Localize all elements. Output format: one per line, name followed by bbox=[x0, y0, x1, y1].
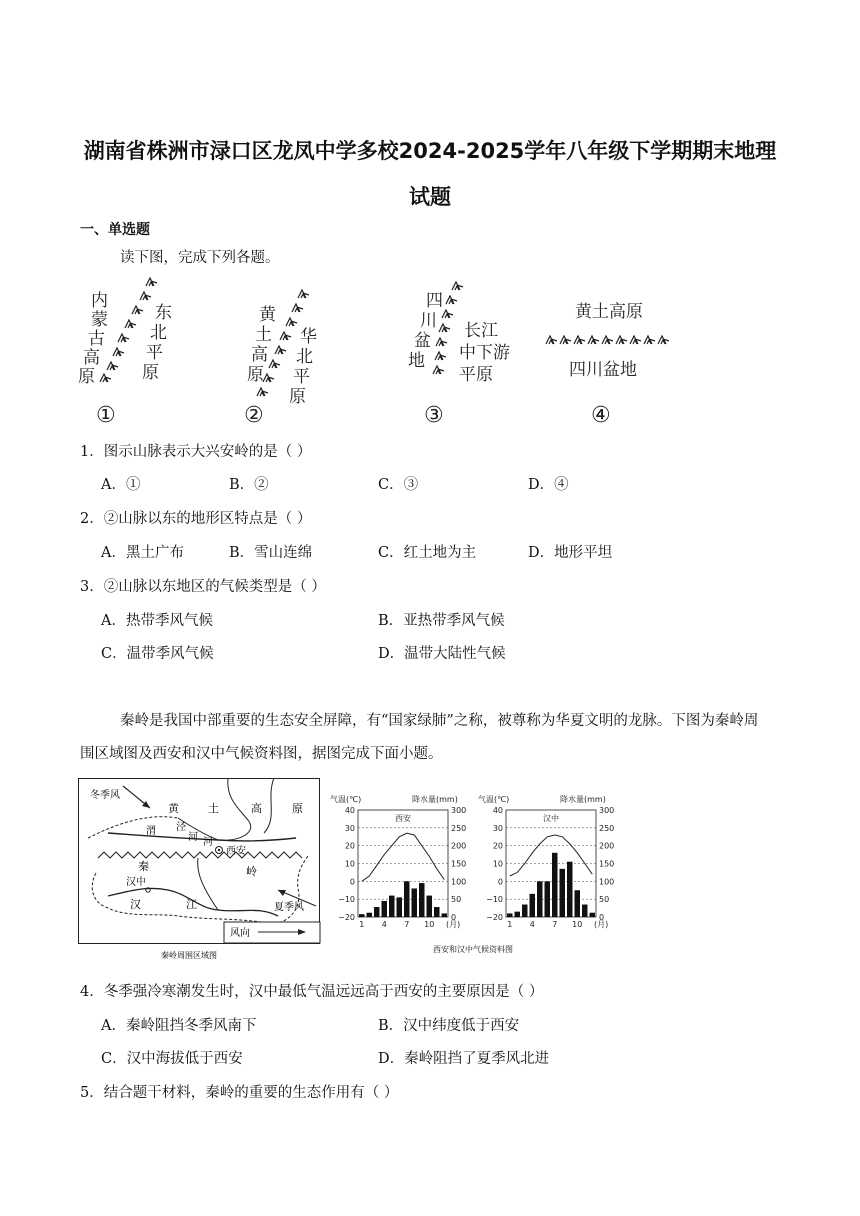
chart-0-precip-bar bbox=[389, 896, 395, 917]
map-qin: 秦 bbox=[138, 860, 149, 873]
panel-1-left-label bbox=[78, 291, 108, 387]
intro-text-2-line1: 秦岭是我国中部重要的生态安全屏障，有“国家绿肺”之称，被尊称为华夏文明的龙脉。下图为秦岭周 bbox=[120, 713, 759, 729]
panel-2 bbox=[244, 290, 317, 428]
chart-1-ytick-left: 30 bbox=[492, 823, 503, 833]
chart-0-ylabel-right: 降水量(mm) bbox=[412, 795, 458, 804]
svg-text:古: 古 bbox=[88, 329, 105, 349]
map-he1: 河 bbox=[188, 832, 198, 843]
map-wei: 渭 bbox=[146, 826, 156, 837]
chart-0-precip-bar bbox=[367, 913, 373, 917]
q2-option-c[interactable]: C．红土地为主 bbox=[378, 545, 477, 561]
svg-text:四: 四 bbox=[426, 291, 443, 311]
chart-1-precip-bar bbox=[545, 881, 551, 917]
summer-wind-label: 夏季风 bbox=[274, 902, 304, 913]
svg-text:土: 土 bbox=[255, 325, 272, 345]
q3-option-b[interactable]: B．亚热带季风气候 bbox=[378, 613, 505, 629]
chart-0-ytick-left: 0 bbox=[349, 877, 355, 887]
paper-title-line1: 湖南省株洲市渌口区龙凤中学多校2024-2025学年八年级下学期期末地理 bbox=[83, 139, 777, 163]
chart-0-precip-bar bbox=[412, 888, 418, 917]
panel-1 bbox=[78, 278, 172, 428]
chart-0-ylabel-left: 气温(℃) bbox=[330, 795, 362, 804]
mountain-figure bbox=[70, 272, 710, 432]
climate-charts bbox=[330, 790, 630, 960]
svg-text:原: 原 bbox=[78, 367, 95, 387]
chart-0-ytick-right: 150 bbox=[451, 859, 467, 869]
chart-0-precip-bar bbox=[427, 896, 433, 917]
q4-option-b[interactable]: B．汉中纬度低于西安 bbox=[378, 1018, 520, 1034]
svg-text:黄: 黄 bbox=[259, 305, 276, 325]
panel-3 bbox=[408, 282, 510, 428]
chart-0-precip-bar bbox=[434, 907, 440, 917]
q4-option-d[interactable]: D．秦岭阻挡了夏季风北进 bbox=[378, 1051, 550, 1067]
chart-0-ytick-left: 40 bbox=[344, 806, 355, 815]
intro-text-2-line2: 围区域图及西安和汉中气候资料图，据图完成下面小题。 bbox=[80, 746, 443, 762]
svg-text:原: 原 bbox=[142, 363, 159, 383]
winter-wind-label: 冬季风 bbox=[90, 790, 120, 801]
intro-text-1: 读下图，完成下列各题。 bbox=[120, 250, 280, 266]
chart-1-precip-bar bbox=[590, 913, 596, 917]
svg-text:地: 地 bbox=[408, 351, 425, 371]
chart-1-ytick-left: 10 bbox=[492, 859, 503, 869]
svg-text:川: 川 bbox=[420, 311, 437, 331]
chart-1-ytick-left: 40 bbox=[492, 806, 503, 815]
svg-text:内: 内 bbox=[91, 291, 108, 311]
paper-title-line2: 试题 bbox=[409, 185, 451, 209]
q2-option-b[interactable]: B．雪山连绵 bbox=[229, 545, 313, 561]
chart-1-ytick-right: 200 bbox=[599, 841, 615, 851]
chart-0-ytick-left: 10 bbox=[344, 859, 355, 869]
q2-option-a[interactable]: A．黑土广布 bbox=[101, 545, 184, 561]
chart-0-precip-bar bbox=[397, 897, 403, 917]
panel-4 bbox=[546, 302, 669, 428]
chart-0-precip-bar bbox=[374, 907, 380, 917]
chart-0-ytick-left: 20 bbox=[344, 841, 355, 851]
chart-0-precip-bar bbox=[404, 881, 410, 917]
chart-0-xtick: 4 bbox=[381, 920, 387, 929]
svg-text:平原: 平原 bbox=[459, 365, 493, 385]
chart-1-ylabel-left: 气温(℃) bbox=[478, 795, 510, 804]
chart-0-ytick-left: −20 bbox=[338, 913, 355, 922]
chart-1-ytick-left: −20 bbox=[486, 913, 503, 922]
chart-1-ytick-left: 20 bbox=[492, 841, 503, 851]
panel-3-number: ③ bbox=[424, 403, 444, 428]
panel-2-right-label bbox=[289, 327, 317, 407]
question-3-stem: 3．②山脉以东地区的气候类型是（ ） bbox=[80, 579, 326, 595]
climate-caption: 西安和汉中气候资料图 bbox=[433, 945, 513, 954]
question-4-stem: 4．冬季强冷寒潮发生时，汉中最低气温远远高于西安的主要原因是（ ） bbox=[80, 984, 544, 1000]
map-he2: 河 bbox=[203, 837, 213, 848]
q4-option-c[interactable]: C．汉中海拔低于西安 bbox=[101, 1051, 243, 1067]
svg-text:原: 原 bbox=[247, 365, 264, 385]
chart-1-ytick-right: 100 bbox=[599, 877, 615, 887]
chart-0-precip-bar bbox=[442, 913, 448, 917]
chart-1-ytick-right: 0 bbox=[599, 913, 605, 922]
map-tu: 土 bbox=[208, 802, 219, 815]
panel-3-left-label bbox=[408, 291, 443, 371]
chart-1-precip-bar bbox=[537, 881, 543, 917]
chart-1-xtick: 10 bbox=[572, 920, 583, 929]
chart-1-ytick-left: −10 bbox=[486, 895, 503, 905]
q1-option-c[interactable]: C．③ bbox=[378, 477, 419, 493]
svg-text:长江: 长江 bbox=[464, 321, 498, 341]
q3-option-a[interactable]: A．热带季风气候 bbox=[101, 613, 213, 629]
question-2-stem: 2．②山脉以东的地形区特点是（ ） bbox=[80, 511, 312, 527]
chart-1-ytick-right: 300 bbox=[599, 806, 615, 815]
map-jiang: 江 bbox=[186, 898, 197, 911]
svg-text:华: 华 bbox=[300, 327, 317, 347]
legend-label: 风向 bbox=[230, 928, 250, 939]
chart-0-title: 西安 bbox=[395, 814, 411, 823]
svg-text:中下游: 中下游 bbox=[459, 343, 510, 363]
svg-text:盆: 盆 bbox=[414, 331, 431, 351]
chart-1-xunit: (月) bbox=[594, 920, 609, 929]
qinling-map bbox=[78, 778, 322, 964]
chart-1-ytick-left: 0 bbox=[497, 877, 503, 887]
chart-0-precip-bar bbox=[419, 883, 425, 917]
chart-1-precip-bar bbox=[522, 905, 528, 917]
svg-text:平: 平 bbox=[293, 367, 310, 387]
chart-0-temperature-line bbox=[362, 833, 445, 881]
svg-text:东: 东 bbox=[155, 303, 172, 323]
panel-4-bottom-label: 四川盆地 bbox=[569, 360, 637, 380]
map-caption: 秦岭周围区域图 bbox=[161, 951, 217, 960]
svg-text:高: 高 bbox=[83, 348, 100, 368]
chart-1-temperature-line bbox=[510, 835, 593, 876]
panel-1-number: ① bbox=[96, 403, 116, 428]
map-gao: 高 bbox=[251, 802, 262, 815]
chart-1-xtick: 4 bbox=[529, 920, 535, 929]
chart-0-ytick-right: 300 bbox=[451, 806, 467, 815]
mountain-range-4 bbox=[546, 336, 669, 344]
chart-1-ylabel-right: 降水量(mm) bbox=[560, 795, 606, 804]
chart-1-precip-bar bbox=[582, 905, 588, 917]
chart-1-xtick: 7 bbox=[552, 920, 558, 929]
svg-text:高: 高 bbox=[251, 345, 268, 365]
chart-0-ytick-right: 100 bbox=[451, 877, 467, 887]
chart-1-precip-bar bbox=[575, 890, 581, 917]
svg-text:平: 平 bbox=[146, 343, 163, 363]
map-huang: 黄 bbox=[168, 802, 179, 815]
map-hanzhong: 汉中 bbox=[126, 877, 146, 888]
panel-2-left-label bbox=[247, 305, 277, 385]
panel-4-top-label: 黄土高原 bbox=[575, 302, 643, 322]
chart-1-xtick: 1 bbox=[507, 920, 513, 929]
svg-text:原: 原 bbox=[289, 387, 306, 407]
panel-1-right-label bbox=[142, 303, 172, 383]
chart-1-precip-bar bbox=[507, 913, 513, 917]
chart-0-ytick-right: 50 bbox=[451, 895, 462, 905]
chart-1-precip-bar bbox=[515, 912, 521, 917]
chart-1-ytick-right: 150 bbox=[599, 859, 615, 869]
chart-1-ytick-right: 50 bbox=[599, 895, 610, 905]
q3-option-c[interactable]: C．温带季风气候 bbox=[101, 646, 214, 662]
panel-2-number: ② bbox=[244, 403, 264, 428]
panel-4-number: ④ bbox=[591, 403, 611, 428]
map-jing: 泾 bbox=[176, 822, 186, 833]
map-yuan: 原 bbox=[292, 802, 303, 815]
map-ling: 岭 bbox=[246, 865, 257, 878]
chart-0-xtick: 1 bbox=[359, 920, 365, 929]
question-1-stem: 1．图示山脉表示大兴安岭的是（ ） bbox=[80, 444, 312, 460]
q1-option-b[interactable]: B．② bbox=[229, 477, 269, 493]
q2-option-d[interactable]: D．地形平坦 bbox=[528, 545, 613, 561]
q3-option-d[interactable]: D．温带大陆性气候 bbox=[378, 646, 506, 662]
chart-0-ytick-right: 0 bbox=[451, 913, 457, 922]
chart-0-xunit: (月) bbox=[446, 920, 461, 929]
chart-1-title: 汉中 bbox=[543, 814, 559, 823]
chart-0-ytick-left: 30 bbox=[344, 823, 355, 833]
chart-1-ytick-right: 250 bbox=[599, 823, 615, 833]
chart-0-precip-bar bbox=[382, 901, 388, 917]
chart-0-xtick: 10 bbox=[424, 920, 435, 929]
chart-0-ytick-right: 250 bbox=[451, 823, 467, 833]
map-xian: 西安 bbox=[226, 846, 246, 857]
chart-0-ytick-left: −10 bbox=[338, 895, 355, 905]
svg-text:蒙: 蒙 bbox=[91, 310, 108, 330]
chart-1-precip-bar bbox=[552, 853, 558, 917]
panel-3-right-label bbox=[459, 321, 510, 385]
chart-1-precip-bar bbox=[567, 862, 573, 917]
chart-1-precip-bar bbox=[560, 869, 566, 917]
svg-text:北: 北 bbox=[150, 323, 167, 343]
map-han: 汉 bbox=[130, 898, 141, 911]
svg-text:北: 北 bbox=[296, 347, 313, 367]
q4-option-a[interactable]: A．秦岭阻挡冬季风南下 bbox=[101, 1018, 257, 1034]
q1-option-d[interactable]: D．④ bbox=[528, 477, 569, 493]
chart-0-precip-bar bbox=[359, 914, 365, 917]
chart-0-xtick: 7 bbox=[404, 920, 410, 929]
section-heading: 一、单选题 bbox=[80, 222, 150, 238]
q1-option-a[interactable]: A．① bbox=[101, 477, 141, 493]
chart-0-ytick-right: 200 bbox=[451, 841, 467, 851]
chart-1-precip-bar bbox=[530, 894, 536, 917]
question-5-stem: 5．结合题干材料，秦岭的重要的生态作用有（ ） bbox=[80, 1085, 399, 1101]
